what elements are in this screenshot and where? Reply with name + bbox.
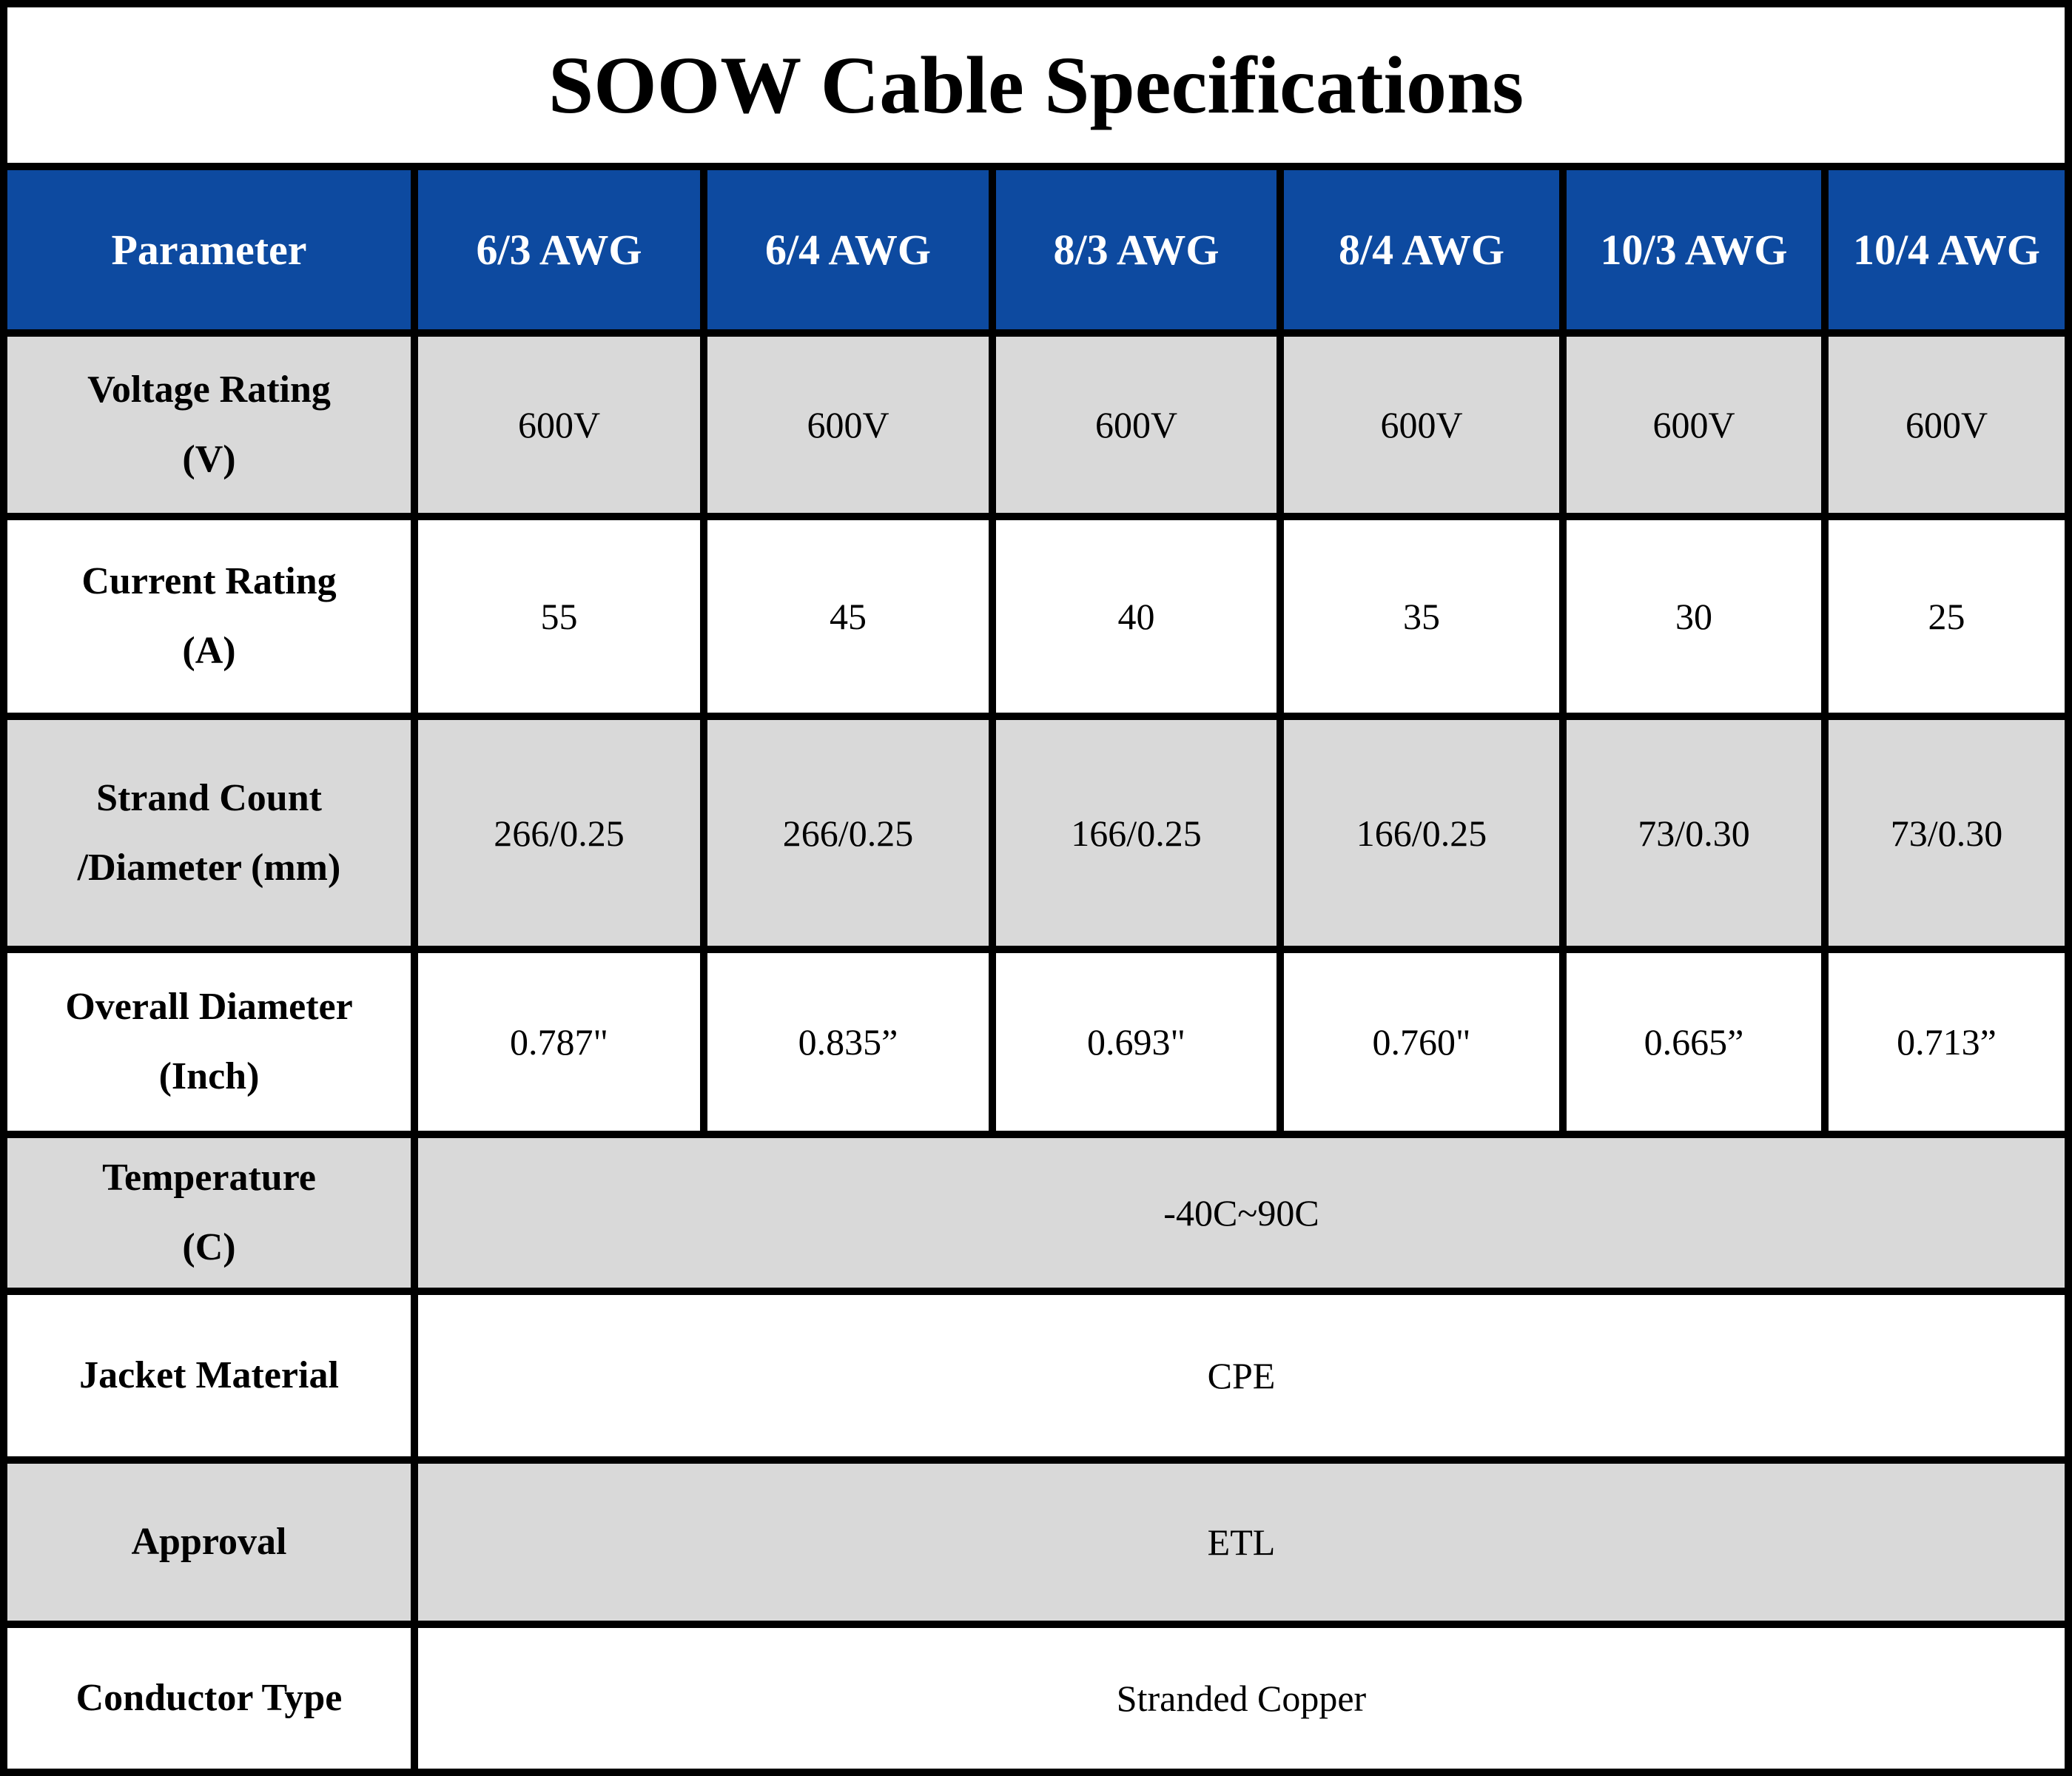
row-label-line1: Approval xyxy=(131,1521,287,1564)
current-value-6-4-awg: 45 xyxy=(707,520,989,713)
jacket-material-merged-value: CPE xyxy=(418,1295,2065,1456)
row-label-overall-diameter xyxy=(7,953,411,1131)
diameter-value-8-4-awg: 0.760" xyxy=(1284,953,1559,1131)
voltage-value-6-4-awg: 600V xyxy=(707,337,989,513)
row-label-line2: (V) xyxy=(182,438,236,480)
row-label-line2: (Inch) xyxy=(158,1055,260,1097)
conductor-type-merged-value: Stranded Copper xyxy=(418,1628,2065,1769)
current-value-6-3-awg: 55 xyxy=(418,520,700,713)
header-cell-parameter: Parameter xyxy=(7,170,411,329)
row-label-current-rating xyxy=(7,520,411,713)
row-label-approval xyxy=(7,1464,411,1621)
diameter-value-8-3-awg: 0.693" xyxy=(996,953,1276,1131)
row-label-line1: Temperature xyxy=(102,1157,316,1200)
row-label-voltage-rating xyxy=(7,337,411,513)
row-label-line1: Current Rating xyxy=(81,560,337,603)
row-label-line1: Jacket Material xyxy=(79,1354,339,1397)
row-label-line1: Overall Diameter xyxy=(65,986,353,1029)
current-value-10-4-awg: 25 xyxy=(1829,520,2065,713)
voltage-value-6-3-awg: 600V xyxy=(418,337,700,513)
row-label-conductor-type xyxy=(7,1628,411,1769)
voltage-value-10-3-awg: 600V xyxy=(1567,337,1821,513)
header-cell-6-3-awg: 6/3 AWG xyxy=(418,170,700,329)
header-cell-8-4-awg: 8/4 AWG xyxy=(1284,170,1559,329)
header-cell-10-4-awg: 10/4 AWG xyxy=(1829,170,2065,329)
page-title: SOOW Cable Specifications xyxy=(7,7,2065,163)
temperature-merged-value: -40C~90C xyxy=(418,1138,2065,1288)
header-cell-8-3-awg: 8/3 AWG xyxy=(996,170,1276,329)
header-cell-10-3-awg: 10/3 AWG xyxy=(1567,170,1821,329)
strand-value-6-3-awg: 266/0.25 xyxy=(418,720,700,946)
approval-merged-value: ETL xyxy=(418,1464,2065,1621)
strand-value-10-4-awg: 73/0.30 xyxy=(1829,720,2065,946)
diameter-value-10-3-awg: 0.665” xyxy=(1567,953,1821,1131)
row-label-line1: Strand Count xyxy=(96,776,322,819)
row-label-line2: (C) xyxy=(182,1226,236,1268)
voltage-value-8-4-awg: 600V xyxy=(1284,337,1559,513)
header-cell-6-4-awg: 6/4 AWG xyxy=(707,170,989,329)
strand-value-8-3-awg: 166/0.25 xyxy=(996,720,1276,946)
row-label-line1: Voltage Rating xyxy=(87,369,331,411)
current-value-8-3-awg: 40 xyxy=(996,520,1276,713)
diameter-value-6-4-awg: 0.835” xyxy=(707,953,989,1131)
voltage-value-10-4-awg: 600V xyxy=(1829,337,2065,513)
voltage-value-8-3-awg: 600V xyxy=(996,337,1276,513)
diameter-value-10-4-awg: 0.713” xyxy=(1829,953,2065,1131)
row-label-line1: Conductor Type xyxy=(75,1677,343,1720)
row-label-temperature xyxy=(7,1138,411,1288)
diameter-value-6-3-awg: 0.787" xyxy=(418,953,700,1131)
strand-value-8-4-awg: 166/0.25 xyxy=(1284,720,1559,946)
row-label-strand-count xyxy=(7,720,411,946)
current-value-10-3-awg: 30 xyxy=(1567,520,1821,713)
row-label-jacket-material xyxy=(7,1295,411,1456)
strand-value-6-4-awg: 266/0.25 xyxy=(707,720,989,946)
row-label-line2: /Diameter (mm) xyxy=(77,846,341,889)
current-value-8-4-awg: 35 xyxy=(1284,520,1559,713)
strand-value-10-3-awg: 73/0.30 xyxy=(1567,720,1821,946)
row-label-line2: (A) xyxy=(182,630,236,672)
